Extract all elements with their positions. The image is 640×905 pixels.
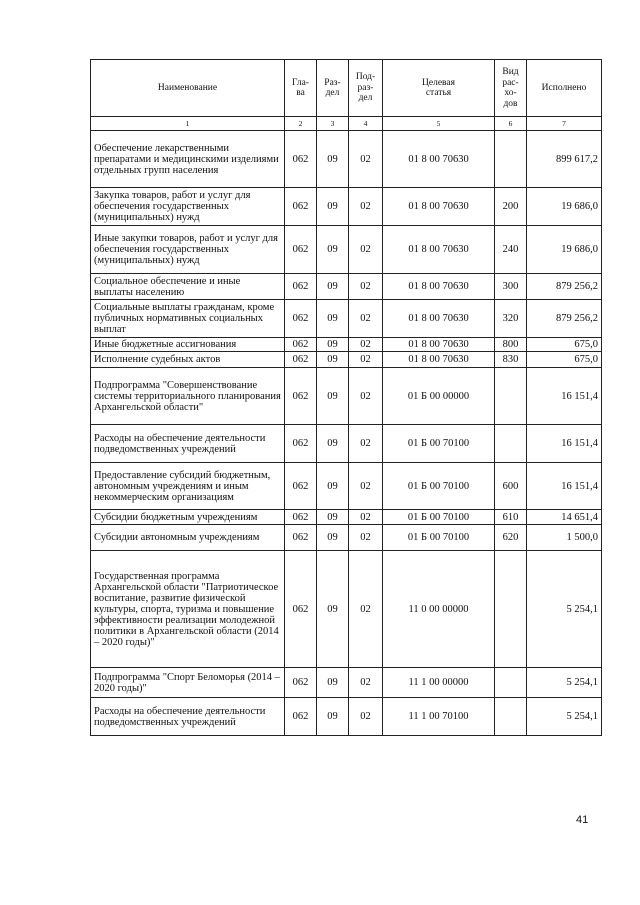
row-expense-type: [495, 698, 527, 736]
budget-table: [90, 59, 602, 736]
row-target-article: 01 Б 00 70100: [383, 525, 495, 551]
row-target-article: 11 0 00 00000: [383, 551, 495, 668]
row-name: Подпрограмма "Совершенствование системы территориального планирования Архангельской области": [91, 368, 285, 425]
row-target-article: 11 1 00 70100: [383, 698, 495, 736]
row-expense-type: 320: [495, 300, 527, 338]
row-chapter: 062: [285, 226, 317, 274]
header-section: Раз- дел: [317, 60, 349, 117]
row-target-article: 01 8 00 70630: [383, 188, 495, 226]
row-target-article: 01 8 00 70630: [383, 300, 495, 338]
row-executed-amount: 16 151,4: [527, 463, 602, 510]
table-row: [91, 300, 602, 338]
row-subsection: 02: [349, 698, 383, 736]
page-number: 41: [576, 814, 589, 826]
row-executed-amount: 5 254,1: [527, 551, 602, 668]
table-row: [91, 668, 602, 698]
header-executed: Исполнено: [527, 60, 602, 117]
row-section: 09: [317, 510, 349, 525]
row-section: 09: [317, 668, 349, 698]
column-number: 5: [383, 117, 495, 131]
table-row: [91, 131, 602, 188]
row-target-article: 01 8 00 70630: [383, 131, 495, 188]
row-subsection: 02: [349, 510, 383, 525]
row-expense-type: 610: [495, 510, 527, 525]
row-expense-type: [495, 551, 527, 668]
row-target-article: 01 8 00 70630: [383, 338, 495, 352]
row-executed-amount: 879 256,2: [527, 274, 602, 300]
row-executed-amount: 16 151,4: [527, 425, 602, 463]
row-expense-type: [495, 131, 527, 188]
header-name: Наименование: [91, 60, 285, 117]
row-subsection: 02: [349, 368, 383, 425]
row-executed-amount: 1 500,0: [527, 525, 602, 551]
row-executed-amount: 879 256,2: [527, 300, 602, 338]
table-row: [91, 226, 602, 274]
row-executed-amount: 5 254,1: [527, 698, 602, 736]
row-subsection: 02: [349, 463, 383, 510]
row-expense-type: [495, 368, 527, 425]
row-subsection: 02: [349, 338, 383, 352]
row-subsection: 02: [349, 131, 383, 188]
row-expense-type: 830: [495, 352, 527, 368]
row-chapter: 062: [285, 300, 317, 338]
header-chapter: Гла- ва: [285, 60, 317, 117]
row-expense-type: [495, 668, 527, 698]
row-executed-amount: 5 254,1: [527, 668, 602, 698]
row-section: 09: [317, 338, 349, 352]
row-name: Иные закупки товаров, работ и услуг для обеспечения государственных (муниципальных) нужд: [91, 226, 285, 274]
row-name: Исполнение судебных актов: [91, 352, 285, 368]
row-name: Иные бюджетные ассигнования: [91, 338, 285, 352]
row-name: Расходы на обеспечение деятельности подведомственных учреждений: [91, 425, 285, 463]
header-subsection: Под- раз- дел: [349, 60, 383, 117]
row-target-article: 01 Б 00 70100: [383, 425, 495, 463]
row-name: Социальные выплаты гражданам, кроме публичных нормативных социальных выплат: [91, 300, 285, 338]
row-target-article: 01 Б 00 70100: [383, 463, 495, 510]
header-target: Целевая статья: [383, 60, 495, 117]
row-executed-amount: 14 651,4: [527, 510, 602, 525]
row-subsection: 02: [349, 668, 383, 698]
row-target-article: 01 Б 00 00000: [383, 368, 495, 425]
column-number: 6: [495, 117, 527, 131]
row-subsection: 02: [349, 226, 383, 274]
column-numbers-row: [91, 117, 602, 131]
column-number: 2: [285, 117, 317, 131]
row-name: Государственная программа Архангельской области "Патриотическое воспитание, развитие физической культуры, спорта, туризма и повышение эффективности реализации молодежной политики в Архангельской области (2014 – 2020 годы)": [91, 551, 285, 668]
column-number: 3: [317, 117, 349, 131]
table-row: [91, 510, 602, 525]
row-chapter: 062: [285, 510, 317, 525]
row-section: 09: [317, 352, 349, 368]
row-expense-type: 600: [495, 463, 527, 510]
row-subsection: 02: [349, 525, 383, 551]
row-name: Субсидии бюджетным учреждениям: [91, 510, 285, 525]
row-executed-amount: 899 617,2: [527, 131, 602, 188]
row-target-article: 11 1 00 00000: [383, 668, 495, 698]
table-body: [91, 131, 602, 736]
row-subsection: 02: [349, 300, 383, 338]
row-section: 09: [317, 300, 349, 338]
row-expense-type: 620: [495, 525, 527, 551]
table-row: [91, 551, 602, 668]
row-target-article: 01 8 00 70630: [383, 226, 495, 274]
row-section: 09: [317, 131, 349, 188]
row-target-article: 01 8 00 70630: [383, 352, 495, 368]
header-expense-type: Вид рас- хо- дов: [495, 60, 527, 117]
table-row: [91, 525, 602, 551]
table-row: [91, 368, 602, 425]
row-section: 09: [317, 425, 349, 463]
table-header: [91, 60, 602, 131]
row-target-article: 01 Б 00 70100: [383, 510, 495, 525]
row-expense-type: 800: [495, 338, 527, 352]
row-chapter: 062: [285, 463, 317, 510]
row-chapter: 062: [285, 668, 317, 698]
row-chapter: 062: [285, 698, 317, 736]
row-executed-amount: 16 151,4: [527, 368, 602, 425]
row-executed-amount: 19 686,0: [527, 188, 602, 226]
row-subsection: 02: [349, 425, 383, 463]
row-section: 09: [317, 188, 349, 226]
row-expense-type: 200: [495, 188, 527, 226]
row-chapter: 062: [285, 188, 317, 226]
row-chapter: 062: [285, 338, 317, 352]
row-expense-type: 240: [495, 226, 527, 274]
row-name: Субсидии автономным учреждениям: [91, 525, 285, 551]
row-name: Предоставление субсидий бюджетным, автономным учреждениям и иным некоммерческим организациям: [91, 463, 285, 510]
row-subsection: 02: [349, 352, 383, 368]
row-chapter: 062: [285, 551, 317, 668]
row-chapter: 062: [285, 368, 317, 425]
table-row: [91, 274, 602, 300]
row-section: 09: [317, 698, 349, 736]
row-section: 09: [317, 368, 349, 425]
row-section: 09: [317, 551, 349, 668]
row-name: Обеспечение лекарственными препаратами и медицинскими изделиями отдельных групп населения: [91, 131, 285, 188]
row-chapter: 062: [285, 274, 317, 300]
row-subsection: 02: [349, 274, 383, 300]
row-subsection: 02: [349, 551, 383, 668]
table-row: [91, 188, 602, 226]
row-chapter: 062: [285, 525, 317, 551]
row-section: 09: [317, 525, 349, 551]
row-expense-type: [495, 425, 527, 463]
table-row: [91, 463, 602, 510]
row-section: 09: [317, 463, 349, 510]
row-name: Расходы на обеспечение деятельности подведомственных учреждений: [91, 698, 285, 736]
row-executed-amount: 675,0: [527, 338, 602, 352]
row-target-article: 01 8 00 70630: [383, 274, 495, 300]
table-row: [91, 338, 602, 352]
table-row: [91, 352, 602, 368]
row-section: 09: [317, 226, 349, 274]
column-number: 1: [91, 117, 285, 131]
row-name: Подпрограмма "Спорт Беломорья (2014 – 2020 годы)": [91, 668, 285, 698]
row-name: Закупка товаров, работ и услуг для обеспечения государственных (муниципальных) нужд: [91, 188, 285, 226]
column-number: 7: [527, 117, 602, 131]
table-row: [91, 698, 602, 736]
row-chapter: 062: [285, 131, 317, 188]
table-row: [91, 425, 602, 463]
row-chapter: 062: [285, 352, 317, 368]
row-section: 09: [317, 274, 349, 300]
row-subsection: 02: [349, 188, 383, 226]
row-expense-type: 300: [495, 274, 527, 300]
row-executed-amount: 19 686,0: [527, 226, 602, 274]
row-chapter: 062: [285, 425, 317, 463]
row-name: Социальное обеспечение и иные выплаты населению: [91, 274, 285, 300]
row-executed-amount: 675,0: [527, 352, 602, 368]
column-number: 4: [349, 117, 383, 131]
